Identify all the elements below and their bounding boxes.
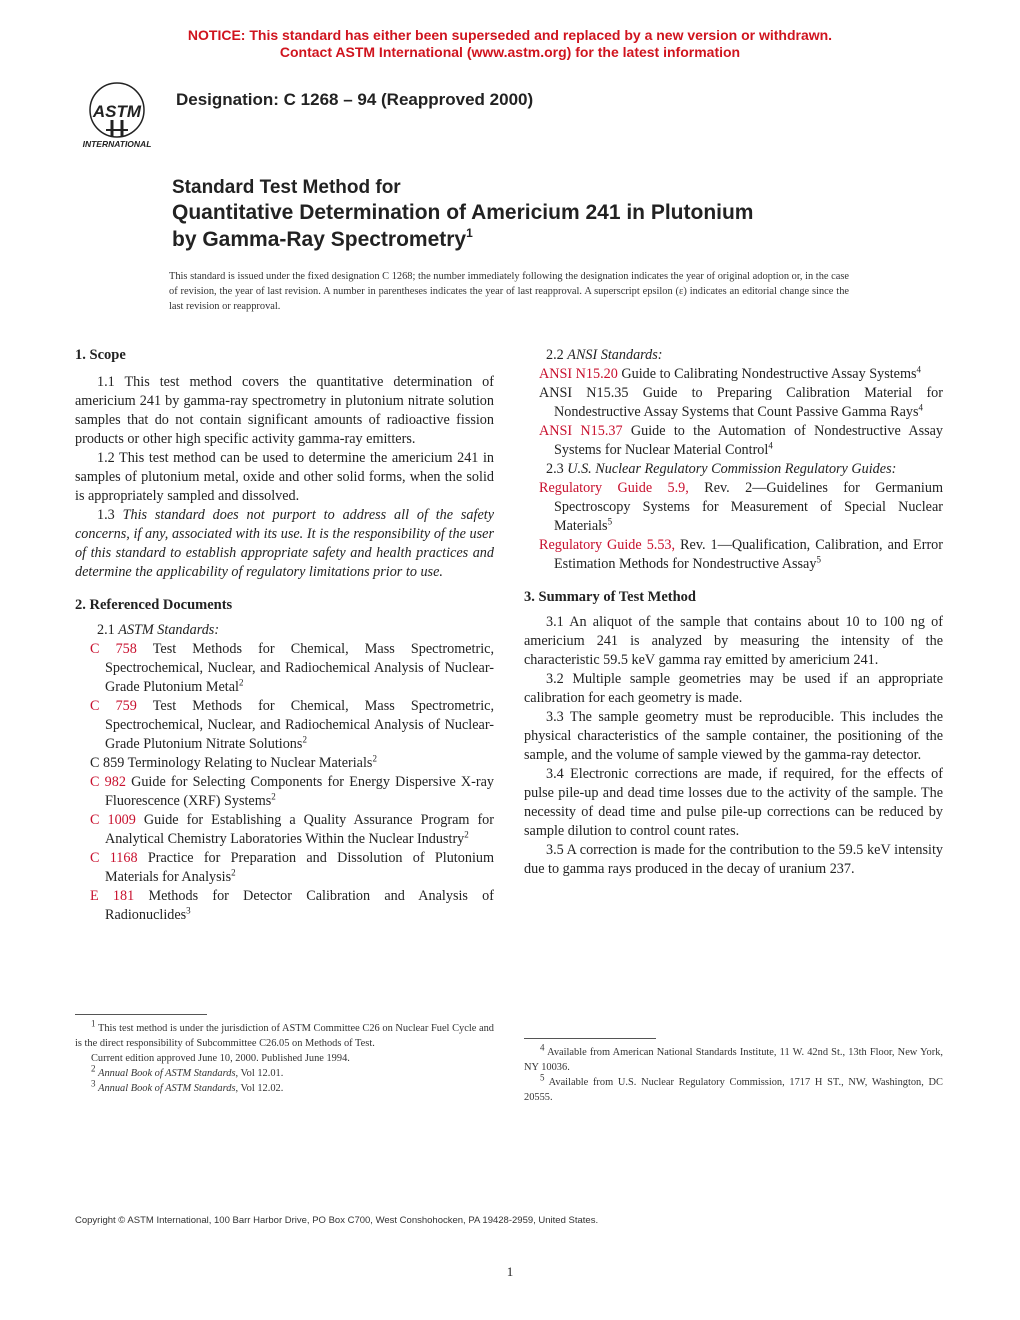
footnote-3: $^3$ Annual Book of ASTM Standards, Vol 12.02. (91, 1078, 284, 1094)
reference-code-link[interactable]: C 1009 (90, 812, 136, 828)
reference-item (90, 773, 494, 811)
reference-code-link[interactable]: Regulatory Guide 5.9, (539, 480, 689, 496)
document-title (172, 176, 892, 253)
reference-footnote-mark: 4 (768, 440, 773, 451)
reference-item (90, 811, 494, 849)
logo-subtext: INTERNATIONAL (82, 139, 152, 149)
reference-item (539, 365, 943, 384)
summary-para-4: 3.4 Electronic corrections are made, if required, for the effects of pulse pile-up and dead time losses due to the activity of the sample. The necessity of dead time and pulse pile-up corrections can be reduced by sample dilution to control count rates. (524, 766, 943, 839)
ansi-reference-list (524, 365, 943, 460)
reference-code-link[interactable]: E 181 (90, 888, 135, 904)
summary-para-3: 3.3 The sample geometry must be reproducible. This includes the physical characteristics of the sample container, the positioning of the sample, and the volume of sample viewed by the gamma-ray detector. (524, 709, 943, 763)
page-number: 1 (506, 1264, 514, 1279)
reference-footnote-mark: 5 (816, 554, 821, 565)
reference-item (539, 384, 943, 422)
reference-title: Rev. 1—Qualification, Calibration, and Error Estimation Methods for Nondestructive Assay (554, 537, 943, 572)
reference-code-link: ANSI N15.35 (539, 385, 629, 401)
reference-footnote-mark: 2 (238, 677, 244, 688)
issuance-note: This standard is issued under the fixed designation C 1268; the number immediately following the designation indicates the year of original adoption or, in the case of revision, the year of last revision. A number in parentheses indicates the year of last reapproval. A superscript epsilon (ε) indicates an editorial change since the last revision or reapproval. (169, 271, 849, 312)
left-column (75, 346, 494, 925)
reference-title: Guide for Establishing a Quality Assurance Program for Analytical Chemistry Laboratories Within the Nuclear Industry (105, 812, 495, 847)
reference-footnote-mark: 2 (464, 829, 469, 840)
section-referenced-heading: 2. Referenced Documents (75, 597, 233, 613)
ansi-standards-label: 2.2 ANSI Standards: (546, 347, 663, 363)
footnotes-right (524, 1038, 943, 1105)
reference-code-link[interactable]: C 759 (90, 698, 137, 714)
footnote-rule (75, 1014, 207, 1015)
reference-title: Guide to Calibrating Nondestructive Assay Systems (621, 366, 917, 382)
title-line-1: Standard Test Method for (172, 177, 401, 198)
copyright-line: Copyright © ASTM International, 100 Barr Harbor Drive, PO Box C700, West Conshohocken, PA 19428-2959, United States. (75, 1215, 599, 1226)
reference-footnote-mark: 2 (231, 867, 236, 878)
reference-item (90, 697, 494, 754)
reference-code-link[interactable]: C 1168 (90, 850, 138, 866)
reference-code-link: C 859 (90, 755, 125, 771)
footnote-2: $^2$ Annual Book of ASTM Standards, Vol 12.01. (91, 1063, 284, 1079)
logo-text: ASTM (92, 102, 142, 121)
footnote-5: $^5$ Available from U.S. Nuclear Regulatory Commission, 1717 H ST., NW, Washington, DC 20555. (524, 1072, 943, 1103)
reference-code-link[interactable]: ANSI N15.20 (539, 366, 618, 382)
section-summary-heading: 3. Summary of Test Method (524, 589, 696, 605)
reference-item (90, 849, 494, 887)
reference-title: Terminology Relating to Nuclear Materials (127, 755, 373, 771)
astm-standards-label: 2.1 ASTM Standards: (97, 622, 220, 638)
footnote-4: $^4$ Available from American National Standards Institute, 11 W. 42nd St., 13th Floor, New York, NY 10036. (524, 1042, 943, 1073)
footnotes-left (75, 1014, 494, 1096)
reference-item (90, 754, 494, 773)
reference-item (539, 422, 943, 460)
reference-item (539, 479, 943, 536)
summary-para-5: 3.5 A correction is made for the contribution to the 59.5 keV intensity due to gamma rays produced in the decay of uranium 237. (524, 842, 943, 877)
notice-line-2: Contact ASTM International (www.astm.org) for the latest information (279, 44, 741, 60)
title-footnote-mark: 1 (466, 226, 473, 240)
reference-footnote-mark: 2 (271, 791, 276, 802)
section-scope-heading: 1. Scope (75, 347, 126, 363)
footnote-1-edition: Current edition approved June 10, 2000. Published June 1994. (91, 1053, 350, 1064)
reference-footnote-mark: 2 (302, 734, 307, 745)
title-line-3: by Gamma-Ray Spectrometry (172, 228, 467, 251)
title-line-2: Quantitative Determination of Americium 241 in Plutonium (172, 201, 754, 224)
reference-code-link[interactable]: C 758 (90, 641, 137, 657)
designation: Designation: C 1268 – 94 (Reapproved 2000) (176, 90, 534, 109)
reference-title: Guide for Selecting Components for Energy Dispersive X-ray Fluorescence (XRF) Systems (105, 774, 495, 809)
reference-footnote-mark: 4 (918, 402, 924, 413)
reference-item (90, 887, 494, 925)
reference-title: Methods for Detector Calibration and Analysis of Radionuclides (105, 888, 494, 923)
scope-para-1: 1.1 This test method covers the quantitative determination of americium 241 by gamma-ray spectrometry in plutonium nitrate solution samples that do not contain significant amounts of radioactive fission products or other high specific activity gamma-ray emitters. (75, 374, 494, 447)
nrc-reference-list (524, 479, 943, 574)
reference-title: Guide to Preparing Calibration Material for Nondestructive Assay Systems that Count Passive Gamma Rays (554, 385, 943, 420)
reference-title: Rev. 2—Guidelines for Germanium Spectroscopy Systems for Measurement of Special Nuclear Materials (554, 480, 943, 534)
astm-reference-list (75, 640, 494, 925)
scope-para-3: 1.3 This standard does not purport to address all of the safety concerns, if any, associated with its use. It is the responsibility of the user of this standard to establish appropriate safety and health practices and determine the applicability of regulatory limitations prior to use. (75, 507, 495, 580)
reference-title: Test Methods for Chemical, Mass Spectrometric, Spectrochemical, Nuclear, and Radiochemical Analysis of Nuclear-Grade Plutonium Nitrate Solutions (105, 698, 494, 752)
reference-footnote-mark: 3 (186, 905, 191, 916)
summary-para-1: 3.1 An aliquot of the sample that contains about 10 to 100 ng of americium 241 is analyzed by measuring the intensity of the characteristic 59.5 keV gamma ray emitted by americium 241. (524, 614, 943, 668)
reference-title: Practice for Preparation and Dissolution of Plutonium Materials for Analysis (105, 850, 495, 885)
reference-footnote-mark: 4 (916, 364, 922, 375)
reference-title: Guide to the Automation of Nondestructive Assay Systems for Nuclear Material Control (554, 423, 943, 458)
reference-code-link[interactable]: C 982 (90, 774, 126, 790)
scope-para-2: 1.2 This test method can be used to determine the americium 241 in samples of plutonium metal, oxide and other solid forms, when the solid is appropriately sampled and dissolved. (75, 450, 494, 504)
summary-para-2: 3.2 Multiple sample geometries may be used if an appropriate calibration for each geometry is made. (524, 671, 943, 706)
reference-footnote-mark: 2 (372, 753, 377, 764)
reference-footnote-mark: 5 (607, 516, 613, 527)
nrc-guides-label: 2.3 U.S. Nuclear Regulatory Commission Regulatory Guides: (546, 461, 897, 477)
notice-line-1: NOTICE: This standard has either been superseded and replaced by a new version or withdrawn. (187, 27, 833, 43)
withdrawal-notice (0, 27, 1020, 61)
reference-title: Test Methods for Chemical, Mass Spectrometric, Spectrochemical, Nuclear, and Radiochemical Analysis of Nuclear-Grade Plutonium Metal (105, 641, 494, 695)
footnote-1: $^1$ This test method is under the jurisdiction of ASTM Committee C26 on Nuclear Fuel Cycle and is the direct responsibility of Subcommittee C26.05 on Methods of Test. (75, 1018, 494, 1049)
right-column (524, 346, 943, 879)
reference-code-link[interactable]: Regulatory Guide 5.53, (539, 537, 676, 553)
reference-code-link[interactable]: ANSI N15.37 (539, 423, 623, 439)
astm-logo (74, 78, 160, 150)
reference-item (539, 536, 943, 574)
reference-item (90, 640, 494, 697)
footnote-rule-right (524, 1038, 656, 1039)
